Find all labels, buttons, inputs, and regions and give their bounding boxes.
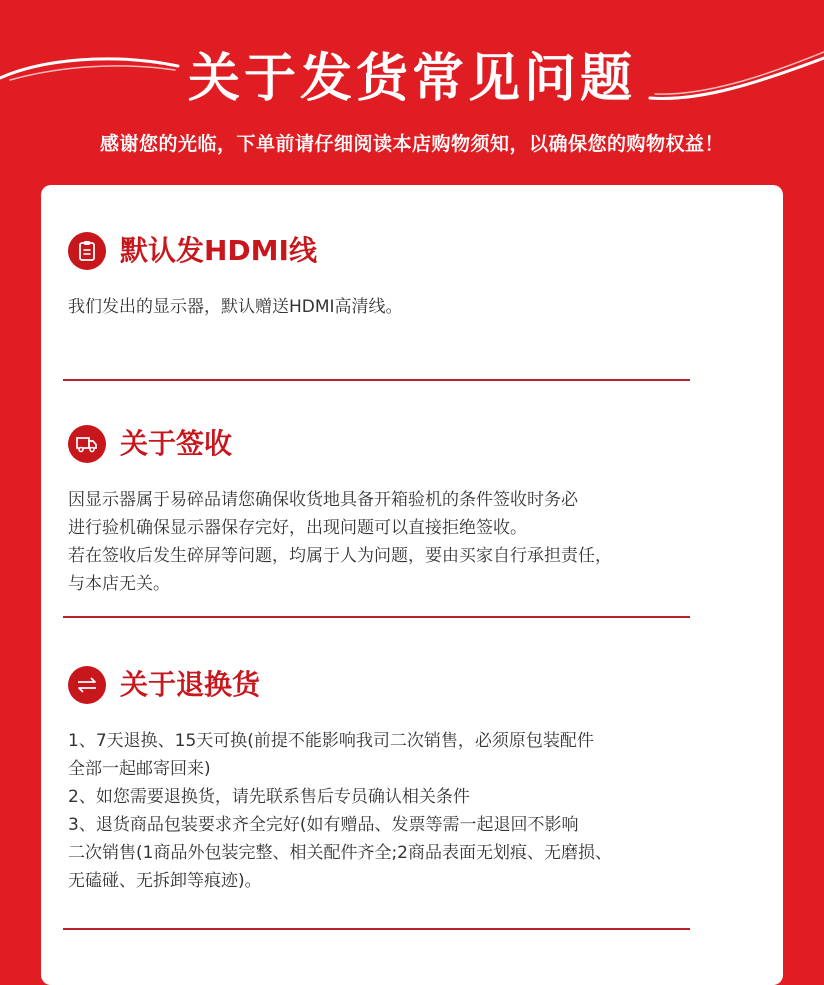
divider bbox=[63, 379, 690, 381]
section-header bbox=[68, 424, 694, 464]
section-title: 默认发HDMI线 bbox=[120, 234, 317, 267]
body-line: 全部一起邮寄回来) bbox=[68, 759, 211, 779]
body-line: 因显示器属于易碎品请您确保收货地具备开箱验机的条件签收时务必 bbox=[68, 490, 578, 510]
section-returns bbox=[68, 665, 694, 895]
body-line: 若在签收后发生碎屏等问题，均属于人为问题，要由买家自行承担责任， bbox=[68, 546, 612, 566]
body-line: 我们发出的显示器，默认赠送HDMI高清线。 bbox=[68, 297, 403, 317]
section-signing bbox=[68, 424, 694, 598]
body-line: 进行验机确保显示器保存完好，出现问题可以直接拒绝签收。 bbox=[68, 518, 527, 538]
truck-icon bbox=[68, 425, 106, 463]
body-line: 3、退货商品包装要求齐全完好(如有赠品、发票等需一起退回不影响 bbox=[68, 815, 579, 835]
divider bbox=[63, 928, 690, 930]
header bbox=[0, 0, 824, 185]
page-title: 关于发货常见问题 bbox=[187, 49, 636, 109]
section-title: 关于退换货 bbox=[120, 668, 261, 701]
section-hdmi bbox=[68, 231, 694, 321]
section-body bbox=[68, 486, 694, 598]
body-line: 与本店无关。 bbox=[68, 574, 170, 594]
section-title: 关于签收 bbox=[120, 427, 233, 460]
divider bbox=[63, 616, 690, 618]
section-header bbox=[68, 231, 694, 271]
page-subtitle: 感谢您的光临，下单前请仔细阅读本店购物须知，以确保您的购物权益！ bbox=[99, 133, 724, 155]
section-header bbox=[68, 665, 694, 705]
body-line: 1、7天退换、15天可换(前提不能影响我司二次销售，必须原包装配件 bbox=[68, 731, 594, 751]
body-line: 二次销售(1商品外包装完整、相关配件齐全;2商品表面无划痕、无磨损、 bbox=[68, 843, 612, 863]
document-icon bbox=[68, 232, 106, 270]
exchange-icon bbox=[68, 666, 106, 704]
body-line: 2、如您需要退换货，请先联系售后专员确认相关条件 bbox=[68, 787, 470, 807]
section-body bbox=[68, 727, 694, 895]
body-line: 无磕碰、无拆卸等痕迹)。 bbox=[68, 871, 262, 891]
section-body bbox=[68, 293, 694, 321]
